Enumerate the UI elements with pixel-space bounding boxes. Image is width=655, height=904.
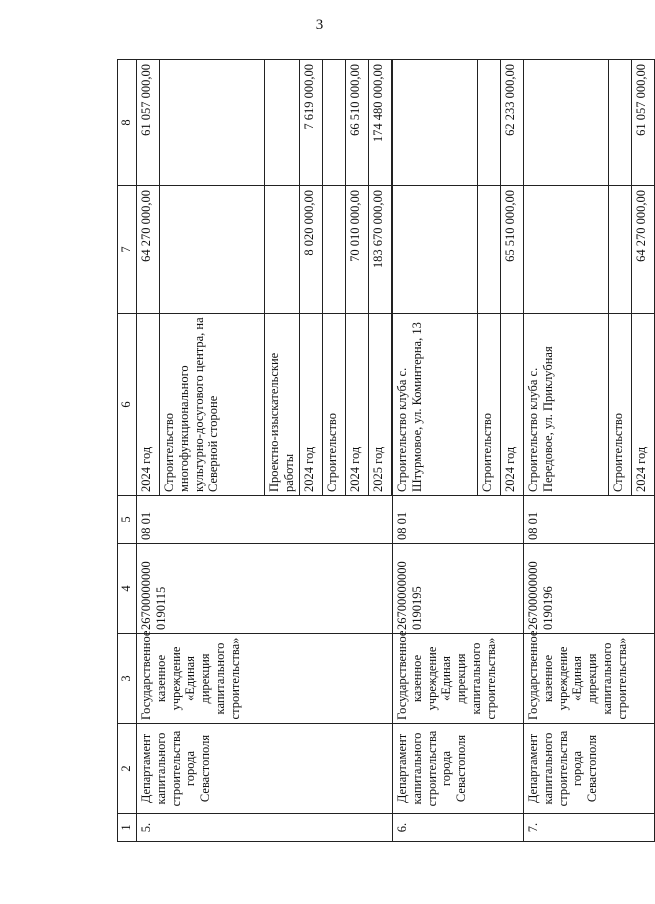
empty-cell: [524, 186, 609, 314]
amount-col8: 66 510 000,00: [346, 60, 369, 186]
budget-code-cell: 26700000000 0190195: [393, 544, 524, 634]
amount-col8: 7 619 000,00: [300, 60, 323, 186]
empty-cell: [524, 60, 609, 186]
work-type-cell: Строительство: [323, 314, 346, 496]
header-col-5: 5: [118, 496, 137, 544]
row-number: 7.: [524, 814, 655, 842]
header-row: [118, 60, 137, 842]
department-cell: Департамент капитального строительства города Севастополя: [524, 724, 655, 814]
amount-col7: 64 270 000,00: [632, 186, 655, 314]
organization-cell: Государственное казенное учреждение «Единая дирекция капитального строительства»: [393, 634, 524, 724]
header-col-4: 4: [118, 544, 137, 634]
table-row: [137, 60, 160, 842]
budget-table: [117, 59, 655, 842]
year-cell: 2024 год: [632, 314, 655, 496]
row-number: 6.: [393, 814, 524, 842]
empty-cell: [323, 186, 346, 314]
amount-col8: 62 233 000,00: [501, 60, 524, 186]
empty-cell: [323, 60, 346, 186]
table-row: [524, 60, 609, 842]
empty-cell: [265, 60, 300, 186]
year-cell: 2025 год: [369, 314, 392, 496]
header-col-7: 7: [118, 186, 137, 314]
work-type-cell: Строительство: [478, 314, 501, 496]
empty-cell: [160, 186, 265, 314]
budget-code-cell: 26700000000 0190196: [524, 544, 655, 634]
budget-code-cell: 26700000000 0190115: [137, 544, 393, 634]
empty-cell: [609, 186, 632, 314]
year-cell: 2024 год: [300, 314, 323, 496]
work-type-cell: Проектно-изыскательские работы: [265, 314, 300, 496]
empty-cell: [265, 186, 300, 314]
empty-cell: [160, 60, 265, 186]
object-name-cell: Строительство клуба с. Передовое, ул. Приклубная: [524, 314, 609, 496]
section-code-cell: 08 01: [524, 496, 655, 544]
year-cell: 2024 год: [346, 314, 369, 496]
empty-cell: [609, 60, 632, 186]
header-col-3: 3: [118, 634, 137, 724]
organization-cell: Государственное казенное учреждение «Единая дирекция капитального строительства»: [524, 634, 655, 724]
amount-col7: 8 020 000,00: [300, 186, 323, 314]
amount-col7: 65 510 000,00: [501, 186, 524, 314]
empty-cell: [478, 60, 501, 186]
object-name-cell: Строительство клуба с. Штурмовое, ул. Коминтерна, 13: [393, 314, 478, 496]
empty-cell: [393, 186, 478, 314]
object-name-cell: Строительство многофункционального культурно-досугового центра, на Северной стороне: [160, 314, 265, 496]
amount-col7: 183 670 000,00: [369, 186, 392, 314]
amount-col8: 61 057 000,00: [137, 60, 160, 186]
rotated-table-wrapper: [117, 60, 648, 842]
page-number: 3: [315, 17, 324, 33]
amount-col8: 61 057 000,00: [632, 60, 655, 186]
year-cell: 2024 год: [501, 314, 524, 496]
header-col-1: 1: [118, 814, 137, 842]
amount-col7: 70 010 000,00: [346, 186, 369, 314]
table-row: [393, 60, 478, 842]
department-cell: Департамент капитального строительства города Севастополя: [393, 724, 524, 814]
section-code-cell: 08 01: [393, 496, 524, 544]
section-code-cell: 08 01: [137, 496, 393, 544]
amount-col8: 174 480 000,00: [369, 60, 392, 186]
empty-cell: [393, 60, 478, 186]
header-col-6: 6: [118, 314, 137, 496]
work-type-cell: Строительство: [609, 314, 632, 496]
header-col-2: 2: [118, 724, 137, 814]
empty-cell: [478, 186, 501, 314]
row-number: 5.: [137, 814, 393, 842]
header-col-8: 8: [118, 60, 137, 186]
department-cell: Департамент капитального строительства города Севастополя: [137, 724, 393, 814]
year-cell: 2024 год: [137, 314, 160, 496]
organization-cell: Государственное казенное учреждение «Единая дирекция капитального строительства»: [137, 634, 393, 724]
amount-col7: 64 270 000,00: [137, 186, 160, 314]
